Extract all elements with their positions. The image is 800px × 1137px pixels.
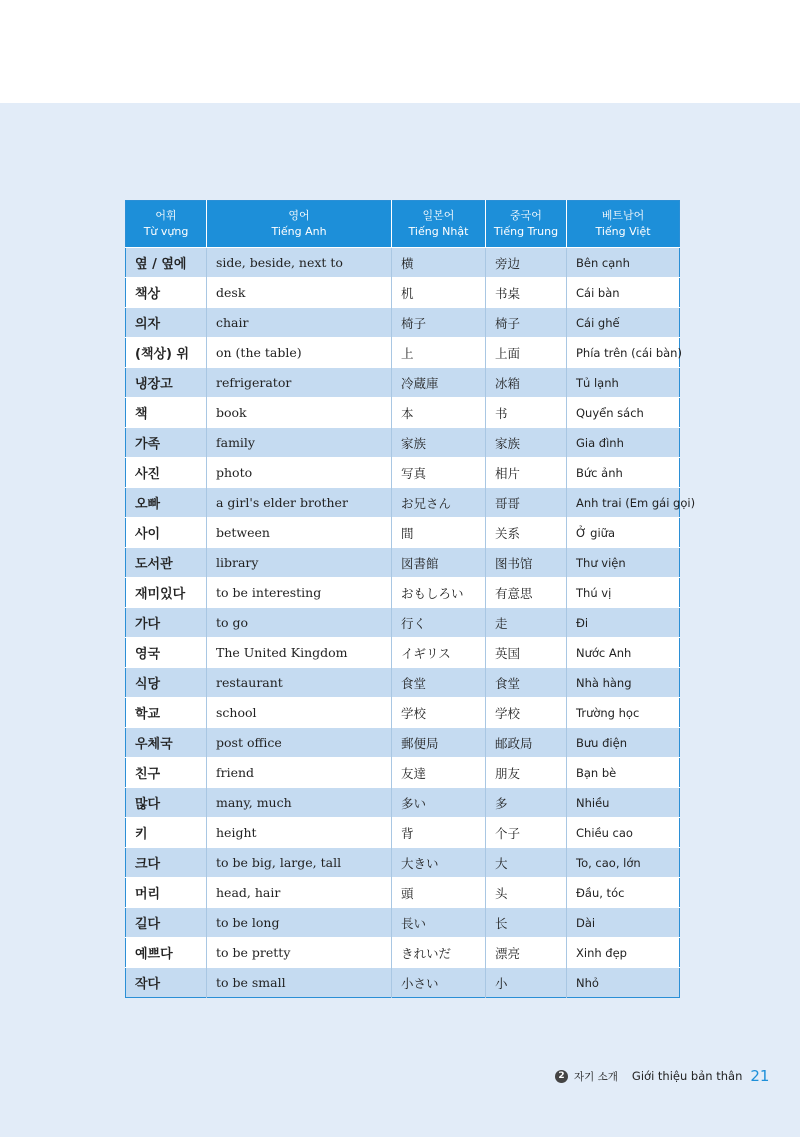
vietnamese-cell: Xinh đẹp	[567, 938, 680, 968]
korean-word-cell: 친구	[126, 758, 207, 788]
japanese-cell: 大きい	[392, 848, 486, 878]
chinese-cell: 朋友	[486, 758, 567, 788]
english-cell: side, beside, next to	[207, 248, 392, 278]
vietnamese-cell: Cái ghế	[567, 308, 680, 338]
table-row	[126, 338, 680, 368]
english-cell: to go	[207, 608, 392, 638]
chapter-title-vietnamese: Giới thiệu bản thân	[631, 1069, 743, 1083]
header-line-korean: 일본어	[422, 209, 455, 222]
japanese-cell: 食堂	[392, 668, 486, 698]
table-row	[126, 368, 680, 398]
table-row	[126, 788, 680, 818]
korean-word-cell: 사진	[126, 458, 207, 488]
korean-word-cell: 옆 / 옆에	[126, 248, 207, 278]
japanese-cell: 机	[392, 278, 486, 308]
english-cell: restaurant	[207, 668, 392, 698]
chinese-cell: 书	[486, 398, 567, 428]
header-line-vietnamese: Từ vựng	[143, 225, 189, 238]
japanese-cell: 学校	[392, 698, 486, 728]
chinese-cell: 漂亮	[486, 938, 567, 968]
english-cell: a girl's elder brother	[207, 488, 392, 518]
japanese-cell: 冷蔵庫	[392, 368, 486, 398]
korean-word-cell: 책	[126, 398, 207, 428]
japanese-cell: 多い	[392, 788, 486, 818]
vietnamese-cell: Bạn bè	[567, 758, 680, 788]
vietnamese-cell: Thư viện	[567, 548, 680, 578]
header-line-korean: 중국어	[510, 209, 542, 222]
english-cell: chair	[207, 308, 392, 338]
korean-word-cell: 사이	[126, 518, 207, 548]
korean-word-cell: 냉장고	[126, 368, 207, 398]
korean-word-cell: 길다	[126, 908, 207, 938]
vietnamese-cell: Anh trai (Em gái gọi)	[567, 488, 680, 518]
vietnamese-cell: Phía trên (cái bàn)	[567, 338, 680, 368]
vietnamese-cell: Ở giữa	[567, 518, 680, 548]
vietnamese-cell: Trường học	[567, 698, 680, 728]
korean-word-cell: 오빠	[126, 488, 207, 518]
japanese-cell: 本	[392, 398, 486, 428]
chinese-cell: 图书馆	[486, 548, 567, 578]
chinese-cell: 家族	[486, 428, 567, 458]
english-cell: on (the table)	[207, 338, 392, 368]
korean-word-cell: 학교	[126, 698, 207, 728]
vietnamese-cell: Tủ lạnh	[567, 368, 680, 398]
english-cell: desk	[207, 278, 392, 308]
japanese-cell: 上	[392, 338, 486, 368]
chinese-cell: 有意思	[486, 578, 567, 608]
korean-word-cell: 도서관	[126, 548, 207, 578]
english-cell: to be long	[207, 908, 392, 938]
table-row	[126, 728, 680, 758]
chinese-cell: 英国	[486, 638, 567, 668]
table-row	[126, 818, 680, 848]
korean-word-cell: 가족	[126, 428, 207, 458]
vietnamese-cell: To, cao, lớn	[567, 848, 680, 878]
chinese-cell: 书桌	[486, 278, 567, 308]
page-top-margin	[0, 0, 800, 103]
page-footer	[555, 1066, 769, 1086]
japanese-cell: イギリス	[392, 638, 486, 668]
english-cell: height	[207, 818, 392, 848]
header-japanese	[392, 201, 486, 248]
japanese-cell: 家族	[392, 428, 486, 458]
header-line-vietnamese: Tiếng Nhật	[408, 225, 469, 238]
korean-word-cell: 작다	[126, 968, 207, 998]
header-english	[207, 201, 392, 248]
header-vietnamese	[567, 201, 680, 248]
korean-word-cell: 식당	[126, 668, 207, 698]
table-row	[126, 758, 680, 788]
table-row	[126, 248, 680, 278]
table-row	[126, 608, 680, 638]
header-line-vietnamese: Tiếng Trung	[493, 225, 559, 238]
japanese-cell: 椅子	[392, 308, 486, 338]
korean-word-cell: 영국	[126, 638, 207, 668]
chinese-cell: 学校	[486, 698, 567, 728]
english-cell: book	[207, 398, 392, 428]
table-row	[126, 518, 680, 548]
chinese-cell: 椅子	[486, 308, 567, 338]
header-vocabulary	[126, 201, 207, 248]
chinese-cell: 长	[486, 908, 567, 938]
english-cell: to be small	[207, 968, 392, 998]
vietnamese-cell: Bức ảnh	[567, 458, 680, 488]
english-cell: refrigerator	[207, 368, 392, 398]
japanese-cell: きれいだ	[392, 938, 486, 968]
korean-word-cell: (책상) 위	[126, 338, 207, 368]
chinese-cell: 关系	[486, 518, 567, 548]
korean-word-cell: 많다	[126, 788, 207, 818]
english-cell: family	[207, 428, 392, 458]
korean-word-cell: 의자	[126, 308, 207, 338]
table-body	[126, 248, 696, 998]
vietnamese-cell: Đi	[567, 608, 680, 638]
chinese-cell: 小	[486, 968, 567, 998]
table-row	[126, 638, 680, 668]
header-row	[126, 201, 680, 248]
table-row	[126, 698, 680, 728]
japanese-cell: 間	[392, 518, 486, 548]
japanese-cell: 頭	[392, 878, 486, 908]
chapter-label: 자기 소개	[574, 1070, 618, 1083]
english-cell: to be interesting	[207, 578, 392, 608]
japanese-cell: 長い	[392, 908, 486, 938]
vietnamese-cell: Quyển sách	[567, 398, 680, 428]
header-line-korean: 베트남어	[601, 209, 645, 222]
table-row	[126, 578, 680, 608]
table-row	[126, 278, 680, 308]
japanese-cell: 郵便局	[392, 728, 486, 758]
table-header	[126, 201, 680, 248]
korean-word-cell: 우체국	[126, 728, 207, 758]
chapter-number-badge: 2	[555, 1070, 568, 1083]
english-cell: post office	[207, 728, 392, 758]
vietnamese-cell: Bưu điện	[567, 728, 680, 758]
table-row	[126, 968, 680, 998]
chinese-cell: 相片	[486, 458, 567, 488]
english-cell: friend	[207, 758, 392, 788]
vietnamese-cell: Thú vị	[567, 578, 680, 608]
chinese-cell: 食堂	[486, 668, 567, 698]
korean-word-cell: 재미있다	[126, 578, 207, 608]
chinese-cell: 个子	[486, 818, 567, 848]
table-row	[126, 428, 680, 458]
table-row	[126, 938, 680, 968]
chinese-cell: 上面	[486, 338, 567, 368]
korean-word-cell: 키	[126, 818, 207, 848]
chinese-cell: 大	[486, 848, 567, 878]
header-line-korean: 영어	[288, 209, 310, 222]
english-cell: head, hair	[207, 878, 392, 908]
vietnamese-cell: Nước Anh	[567, 638, 680, 668]
english-cell: between	[207, 518, 392, 548]
table-row	[126, 488, 680, 518]
table-row	[126, 398, 680, 428]
vietnamese-cell: Chiều cao	[567, 818, 680, 848]
chinese-cell: 头	[486, 878, 567, 908]
japanese-cell: お兄さん	[392, 488, 486, 518]
vietnamese-cell: Đầu, tóc	[567, 878, 680, 908]
vietnamese-cell: Nhà hàng	[567, 668, 680, 698]
table-row	[126, 908, 680, 938]
japanese-cell: 写真	[392, 458, 486, 488]
chinese-cell: 哥哥	[486, 488, 567, 518]
japanese-cell: おもしろい	[392, 578, 486, 608]
table-row	[126, 668, 680, 698]
table-row	[126, 848, 680, 878]
japanese-cell: 友達	[392, 758, 486, 788]
table-row	[126, 878, 680, 908]
vietnamese-cell: Nhỏ	[567, 968, 680, 998]
vietnamese-cell: Cái bàn	[567, 278, 680, 308]
header-chinese	[486, 201, 567, 248]
english-cell: to be pretty	[207, 938, 392, 968]
english-cell: school	[207, 698, 392, 728]
korean-word-cell: 책상	[126, 278, 207, 308]
japanese-cell: 図書館	[392, 548, 486, 578]
header-line-korean: 어휘	[155, 209, 177, 222]
chinese-cell: 走	[486, 608, 567, 638]
table-row	[126, 548, 680, 578]
korean-word-cell: 가다	[126, 608, 207, 638]
chinese-cell: 多	[486, 788, 567, 818]
korean-word-cell: 크다	[126, 848, 207, 878]
vietnamese-cell: Gia đình	[567, 428, 680, 458]
chinese-cell: 邮政局	[486, 728, 567, 758]
header-line-vietnamese: Tiếng Anh	[271, 225, 327, 238]
vietnamese-cell: Nhiều	[567, 788, 680, 818]
korean-word-cell: 예쁘다	[126, 938, 207, 968]
vietnamese-cell: Dài	[567, 908, 680, 938]
korean-word-cell: 머리	[126, 878, 207, 908]
table-row	[126, 458, 680, 488]
english-cell: The United Kingdom	[207, 638, 392, 668]
header-line-vietnamese: Tiếng Việt	[595, 225, 651, 238]
table-row	[126, 308, 680, 338]
japanese-cell: 小さい	[392, 968, 486, 998]
english-cell: photo	[207, 458, 392, 488]
japanese-cell: 背	[392, 818, 486, 848]
vietnamese-cell: Bên cạnh	[567, 248, 680, 278]
japanese-cell: 行く	[392, 608, 486, 638]
chinese-cell: 冰箱	[486, 368, 567, 398]
chinese-cell: 旁边	[486, 248, 567, 278]
vocabulary-table	[125, 200, 696, 998]
page-number: 21	[750, 1067, 770, 1085]
english-cell: many, much	[207, 788, 392, 818]
english-cell: library	[207, 548, 392, 578]
japanese-cell: 横	[392, 248, 486, 278]
english-cell: to be big, large, tall	[207, 848, 392, 878]
